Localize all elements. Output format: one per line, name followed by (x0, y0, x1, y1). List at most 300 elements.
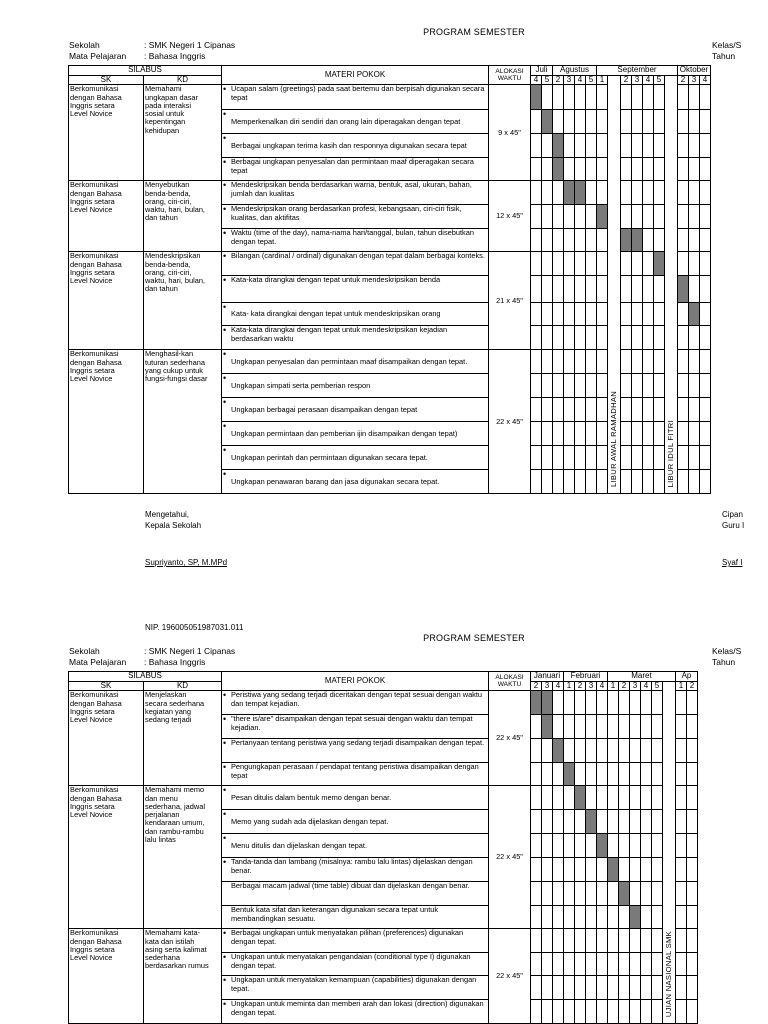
week-cell (597, 303, 608, 326)
vertical-label-column (665, 76, 678, 494)
week-cell (586, 786, 597, 810)
materi-cell: • Ungkapan berbagai perasaan disampaikan dengan tepat (222, 398, 489, 422)
week-cell (586, 158, 597, 181)
materi-cell: • Mendeskripsikan orang berdasarkan profesi, kebangsaan, ciri-ciri fisik, kualitas, dan aktifitas (222, 205, 489, 229)
week-cell (542, 110, 553, 134)
week-cell (575, 158, 586, 181)
alokasi-line-1: ALOKASI (495, 674, 524, 682)
week-cell (586, 374, 597, 398)
week-cell (553, 326, 564, 350)
week-cell (586, 85, 597, 110)
week-cell (575, 739, 586, 763)
week-cell (641, 858, 652, 882)
week-cell (564, 810, 575, 834)
week-cell (676, 882, 687, 906)
right-role: Guru I (722, 521, 745, 530)
week-cell (586, 691, 597, 715)
week-cell (586, 446, 597, 470)
week-cell (586, 929, 597, 953)
week-cell (689, 422, 700, 446)
week-cell (621, 422, 632, 446)
week-cell (621, 374, 632, 398)
week-cell (575, 181, 586, 205)
week-cell (632, 374, 643, 398)
week-cell (586, 810, 597, 834)
week-cell (643, 181, 654, 205)
week-cell (586, 205, 597, 229)
week-cell (575, 303, 586, 326)
week-cell (621, 276, 632, 303)
month-september: September (597, 66, 678, 76)
week-cell (687, 739, 698, 763)
week-number: 3 (689, 76, 700, 85)
week-cell (676, 929, 687, 953)
week-cell (586, 739, 597, 763)
week-number: 3 (632, 76, 643, 85)
week-cell (564, 422, 575, 446)
week-cell (641, 882, 652, 906)
week-cell (700, 181, 711, 205)
right-place: Cipan (722, 510, 743, 519)
week-cell (652, 858, 663, 882)
week-cell (654, 181, 665, 205)
mengetahui-text: Mengetahui, (145, 510, 190, 519)
alokasi-header (489, 66, 531, 85)
week-cell (586, 181, 597, 205)
week-cell (597, 470, 608, 494)
week-cell (654, 205, 665, 229)
week-cell (641, 976, 652, 1000)
week-cell (597, 252, 608, 276)
week-cell (700, 326, 711, 350)
kd-cell: Memahami memo dan menu sederhana, jadwal perjalanan kendaraan umum, dan rambu-rambu lalu lintas (144, 786, 222, 929)
week-cell (553, 470, 564, 494)
alokasi-line-1: ALOKASI (495, 68, 524, 76)
week-cell (652, 786, 663, 810)
week-cell (542, 134, 553, 158)
week-cell (564, 906, 575, 929)
week-cell (553, 350, 564, 374)
week-cell (687, 834, 698, 858)
week-cell (542, 398, 553, 422)
week-cell (553, 715, 564, 739)
tahun-label: Tahun (712, 51, 736, 61)
week-cell (597, 858, 608, 882)
week-cell (586, 763, 597, 786)
materi-cell: • Ungkapan untuk meminta dan memberi arah dan lokasi (direction) digunakan dengan tepat. (222, 1000, 489, 1024)
week-cell (564, 470, 575, 494)
week-cell (597, 953, 608, 976)
week-cell (553, 276, 564, 303)
week-cell (597, 276, 608, 303)
week-cell (678, 446, 689, 470)
sekolah-value: : SMK Negeri 1 Cipanas (144, 646, 236, 656)
week-cell (553, 158, 564, 181)
week-number: 1 (564, 682, 575, 691)
month-oktober: Oktober (678, 66, 711, 76)
week-cell (654, 110, 665, 134)
week-cell (678, 326, 689, 350)
week-cell (586, 834, 597, 858)
signature-right (722, 509, 744, 568)
week-cell (531, 715, 542, 739)
week-cell (597, 134, 608, 158)
vertical-label: LIBUR AWAL RAMADHAN (608, 391, 618, 488)
week-cell (553, 786, 564, 810)
week-cell (621, 110, 632, 134)
header-row (69, 66, 711, 76)
week-cell (687, 810, 698, 834)
week-cell (676, 763, 687, 786)
week-cell (553, 834, 564, 858)
week-number: 2 (687, 682, 698, 691)
week-cell (531, 303, 542, 326)
week-cell (542, 85, 553, 110)
week-cell (652, 739, 663, 763)
alokasi-cell: 21 x 45" (489, 252, 531, 350)
week-cell (553, 976, 564, 1000)
week-cell (652, 906, 663, 929)
sk-cell: Berkomunikasi dengan Bahasa Inggris setara Level Novice (69, 85, 144, 181)
week-cell (531, 929, 542, 953)
week-cell (678, 158, 689, 181)
week-cell (608, 858, 619, 882)
week-cell (689, 374, 700, 398)
week-cell (630, 763, 641, 786)
week-cell (531, 976, 542, 1000)
week-cell (654, 252, 665, 276)
alokasi-cell: 22 x 45" (489, 691, 531, 786)
week-cell (531, 110, 542, 134)
week-cell (643, 470, 654, 494)
week-cell (678, 85, 689, 110)
week-cell (586, 882, 597, 906)
materi-cell: • Menu ditulis dan dijelaskan dengan tepat. (222, 834, 489, 858)
week-cell (641, 763, 652, 786)
week-cell (564, 976, 575, 1000)
week-cell (531, 786, 542, 810)
month-maret: Maret (608, 672, 676, 682)
week-cell (700, 110, 711, 134)
week-cell (619, 691, 630, 715)
week-cell (531, 252, 542, 276)
week-cell (619, 882, 630, 906)
week-cell (689, 326, 700, 350)
week-cell (531, 739, 542, 763)
week-cell (575, 229, 586, 252)
week-cell (621, 252, 632, 276)
week-cell (531, 763, 542, 786)
kd-cell: Memahami ungkapan dasar pada interaksi sosial untuk kepentingan kehidupan (144, 85, 222, 181)
week-cell (542, 181, 553, 205)
week-cell (700, 374, 711, 398)
week-cell (564, 715, 575, 739)
week-cell (597, 85, 608, 110)
week-cell (652, 715, 663, 739)
week-cell (531, 181, 542, 205)
materi-cell: • "there is/are" disampaikan dengan tepat sesuai dengan waktu dan tempat kejadian. (222, 715, 489, 739)
alokasi-line-2: WAKTU (497, 681, 522, 689)
week-number: 4 (643, 76, 654, 85)
week-cell (564, 326, 575, 350)
materi-cell: Bentuk kata sifat dan keterangan digunakan secara tepat untuk membandingkan sesuatu. (222, 906, 489, 929)
week-cell (689, 303, 700, 326)
week-cell (542, 786, 553, 810)
week-cell (564, 446, 575, 470)
week-number: 2 (619, 682, 630, 691)
week-cell (689, 252, 700, 276)
week-cell (553, 739, 564, 763)
kd-cell: Menjelaskan secara sederhana kegiatan yang sedang terjadi (144, 691, 222, 786)
materi-cell: • Ungkapan untuk menyatakan kemampuan (capabilities) digunakan dengan tepat. (222, 976, 489, 1000)
week-cell (608, 786, 619, 810)
week-cell (553, 810, 564, 834)
week-number: 4 (597, 682, 608, 691)
week-cell (687, 882, 698, 906)
week-cell (652, 810, 663, 834)
week-cell (586, 303, 597, 326)
week-number: 2 (575, 682, 586, 691)
week-cell (553, 691, 564, 715)
materi-cell: • Peristiwa yang sedang terjadi diceritakan dengan tepat sesuai dengan waktu dan tempat kejadian. (222, 691, 489, 715)
week-cell (676, 786, 687, 810)
week-cell (676, 834, 687, 858)
materi-cell: • Berbagai ungkapan terima kasih dan responnya digunakan secara tepat (222, 134, 489, 158)
week-cell (564, 350, 575, 374)
kepala-sekolah-name: Supriyanto, SP, M.MPd (145, 558, 228, 567)
week-cell (553, 398, 564, 422)
week-cell (531, 85, 542, 110)
week-cell (630, 882, 641, 906)
week-cell (630, 953, 641, 976)
week-number: 4 (641, 682, 652, 691)
week-cell (632, 276, 643, 303)
week-cell (630, 786, 641, 810)
week-cell (687, 691, 698, 715)
alokasi-cell: 22 x 45" (489, 929, 531, 1024)
week-cell (531, 422, 542, 446)
week-cell (586, 422, 597, 446)
week-cell (586, 229, 597, 252)
week-cell (553, 882, 564, 906)
materi-cell: • Pesan ditulis dalam bentuk memo dengan benar. (222, 786, 489, 810)
header-right (712, 40, 741, 62)
week-cell (597, 763, 608, 786)
week-cell (575, 906, 586, 929)
week-cell (652, 691, 663, 715)
week-cell (542, 374, 553, 398)
week-cell (597, 446, 608, 470)
week-cell (542, 929, 553, 953)
week-cell (542, 715, 553, 739)
week-number: 2 (621, 76, 632, 85)
week-cell (531, 276, 542, 303)
vertical-label: UJIAN NASIONAL SMK (663, 931, 673, 1018)
week-cell (553, 110, 564, 134)
week-cell (643, 110, 654, 134)
week-cell (643, 158, 654, 181)
week-cell (700, 303, 711, 326)
week-cell (553, 374, 564, 398)
materi-cell: • Ungkapan untuk menyatakan pengandaian (conditional type I) digunakan dengan tepat. (222, 953, 489, 976)
week-cell (586, 858, 597, 882)
week-cell (564, 786, 575, 810)
week-cell (542, 763, 553, 786)
week-cell (621, 205, 632, 229)
week-cell (564, 303, 575, 326)
week-cell (564, 374, 575, 398)
week-cell (597, 739, 608, 763)
week-cell (632, 85, 643, 110)
week-cell (542, 1000, 553, 1024)
materi-cell: • Berbagai ungkapan untuk menyatakan pilihan (preferences) digunakan dengan tepat. (222, 929, 489, 953)
week-cell (608, 715, 619, 739)
week-cell (619, 834, 630, 858)
week-cell (654, 229, 665, 252)
week-number: 1 (608, 682, 619, 691)
week-cell (678, 252, 689, 276)
silabus-header: SILABUS (69, 672, 222, 682)
week-cell (575, 205, 586, 229)
week-cell (687, 858, 698, 882)
right-name: Syaf I (722, 558, 743, 567)
week-cell (531, 906, 542, 929)
week-cell (678, 422, 689, 446)
week-cell (575, 398, 586, 422)
week-cell (553, 929, 564, 953)
tahun-label: Tahun (712, 657, 736, 667)
week-cell (542, 446, 553, 470)
week-cell (564, 110, 575, 134)
week-cell (700, 158, 711, 181)
week-cell (575, 350, 586, 374)
materi-cell: • Ungkapan penyesalan dan permintaan maaf disampaikan dengan tepat. (222, 350, 489, 374)
sk-cell: Berkomunikasi dengan Bahasa Inggris setara Level Novice (69, 691, 144, 786)
sk-cell: Berkomunikasi dengan Bahasa Inggris setara Level Novice (69, 350, 144, 494)
week-cell (632, 205, 643, 229)
week-cell (608, 953, 619, 976)
week-cell (621, 158, 632, 181)
month-januari: Januari (531, 672, 564, 682)
week-cell (553, 252, 564, 276)
week-cell (641, 810, 652, 834)
week-cell (564, 205, 575, 229)
week-cell (553, 953, 564, 976)
week-cell (687, 715, 698, 739)
week-cell (542, 303, 553, 326)
week-cell (531, 470, 542, 494)
week-number: 2 (531, 682, 542, 691)
sk-header: SK (69, 682, 144, 691)
week-cell (564, 181, 575, 205)
week-cell (542, 229, 553, 252)
week-cell (619, 953, 630, 976)
week-cell (597, 882, 608, 906)
materi-cell: • Bilangan (cardinal / ordinal) digunakan dengan tepat dalam berbagai konteks. (222, 252, 489, 276)
week-number: 1 (676, 682, 687, 691)
week-cell (689, 350, 700, 374)
week-cell (575, 834, 586, 858)
week-cell (643, 374, 654, 398)
week-cell (619, 715, 630, 739)
week-cell (621, 326, 632, 350)
week-cell (564, 1000, 575, 1024)
week-cell (621, 470, 632, 494)
materi-cell: • Pertanyaan tentang peristiwa yang sedang terjadi disampaikan dengan tepat. (222, 739, 489, 763)
week-cell (586, 276, 597, 303)
week-cell (597, 205, 608, 229)
week-cell (531, 953, 542, 976)
week-cell (654, 422, 665, 446)
week-cell (689, 85, 700, 110)
week-cell (700, 85, 711, 110)
week-number: 2 (678, 76, 689, 85)
materi-cell: • Berbagai ungkapan penyesalan dan permintaan maaf diperagakan secara tepat (222, 158, 489, 181)
week-cell (632, 181, 643, 205)
week-number: 4 (575, 76, 586, 85)
week-number: 2 (553, 76, 564, 85)
week-cell (689, 229, 700, 252)
week-cell (597, 810, 608, 834)
week-cell (689, 470, 700, 494)
week-cell (619, 786, 630, 810)
week-cell (654, 303, 665, 326)
week-cell (575, 715, 586, 739)
week-cell (678, 229, 689, 252)
week-cell (586, 715, 597, 739)
week-cell (531, 158, 542, 181)
week-cell (621, 398, 632, 422)
week-cell (553, 906, 564, 929)
table-row (69, 929, 698, 953)
week-cell (652, 763, 663, 786)
week-cell (542, 326, 553, 350)
kd-cell: Mendeskripsikan benda-benda, orang, ciri-ciri, waktu, hari, bulan, dan tahun (144, 252, 222, 350)
silabus-header: SILABUS (69, 66, 222, 76)
week-cell (630, 906, 641, 929)
week-cell (608, 691, 619, 715)
week-cell (564, 398, 575, 422)
vertical-label-column (663, 682, 676, 1024)
week-cell (619, 929, 630, 953)
week-cell (621, 350, 632, 374)
week-cell (542, 906, 553, 929)
week-cell (531, 326, 542, 350)
sk-cell: Berkomunikasi dengan Bahasa Inggris setara Level Novice (69, 786, 144, 929)
page-title: PROGRAM SEMESTER (423, 27, 525, 37)
materi-cell: • Ungkapan simpati serta pemberian respon (222, 374, 489, 398)
materi-cell: • Ungkapan permintaan dan pemberian ijin disampaikan dengan tepat) (222, 422, 489, 446)
week-number: 3 (542, 682, 553, 691)
signature-block (145, 509, 227, 568)
week-cell (700, 276, 711, 303)
week-cell (608, 763, 619, 786)
week-cell (652, 976, 663, 1000)
vertical-label: LIBUR IDUL FITRI (665, 419, 675, 488)
week-cell (564, 252, 575, 276)
week-cell (564, 858, 575, 882)
week-cell (608, 1000, 619, 1024)
week-cell (687, 929, 698, 953)
week-cell (676, 953, 687, 976)
kd-cell: Memahami kata- kata dan istilah asing serta kalimat sederhana berdasarkan rumus (144, 929, 222, 1024)
week-cell (652, 1000, 663, 1024)
week-cell (553, 763, 564, 786)
week-cell (553, 134, 564, 158)
week-cell (630, 810, 641, 834)
sk-cell: Berkomunikasi dengan Bahasa Inggris setara Level Novice (69, 181, 144, 252)
header-info (69, 646, 235, 668)
